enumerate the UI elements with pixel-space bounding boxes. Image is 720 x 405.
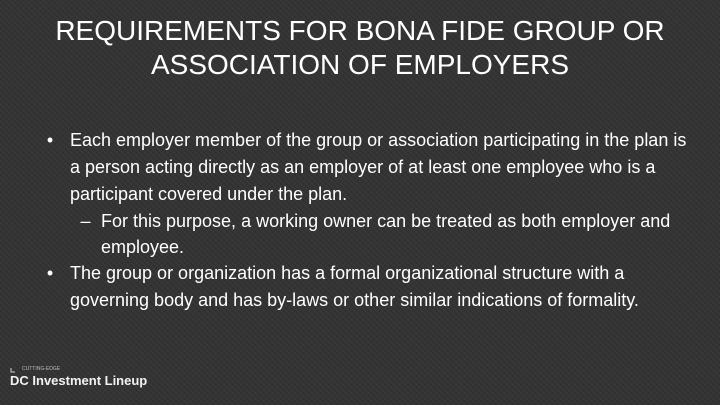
sub-bullet-item: [70, 208, 690, 260]
logo-header: [10, 366, 147, 373]
bullet-marker: •: [46, 263, 54, 283]
bullet-list: [30, 127, 690, 314]
logo-tagline: CUTTING-EDGE: [22, 366, 61, 372]
logo-name: DC Investment Lineup: [10, 373, 148, 388]
bullet-item: [30, 260, 690, 314]
bullet-marker: •: [46, 130, 54, 150]
logo-mark-icon: [10, 367, 16, 373]
bullet-text: The group or organization has a formal organizational structure with a governing body and has by-laws or other similar indications of formality.: [70, 263, 639, 310]
bullet-text: Each employer member of the group or association participating in the plan is a person acting directly as an employer of at least one employee who is a participant covered under the plan.: [70, 130, 687, 204]
brand-logo: [10, 366, 147, 388]
slide-title: REQUIREMENTS FOR BONA FIDE GROUP OR ASSOCIATION OF EMPLOYERS: [55, 15, 665, 80]
bullet-item: [30, 127, 690, 208]
sub-bullet-text: For this purpose, a working owner can be treated as both employer and employee.: [101, 211, 671, 257]
sub-bullet-marker: –: [80, 211, 91, 231]
